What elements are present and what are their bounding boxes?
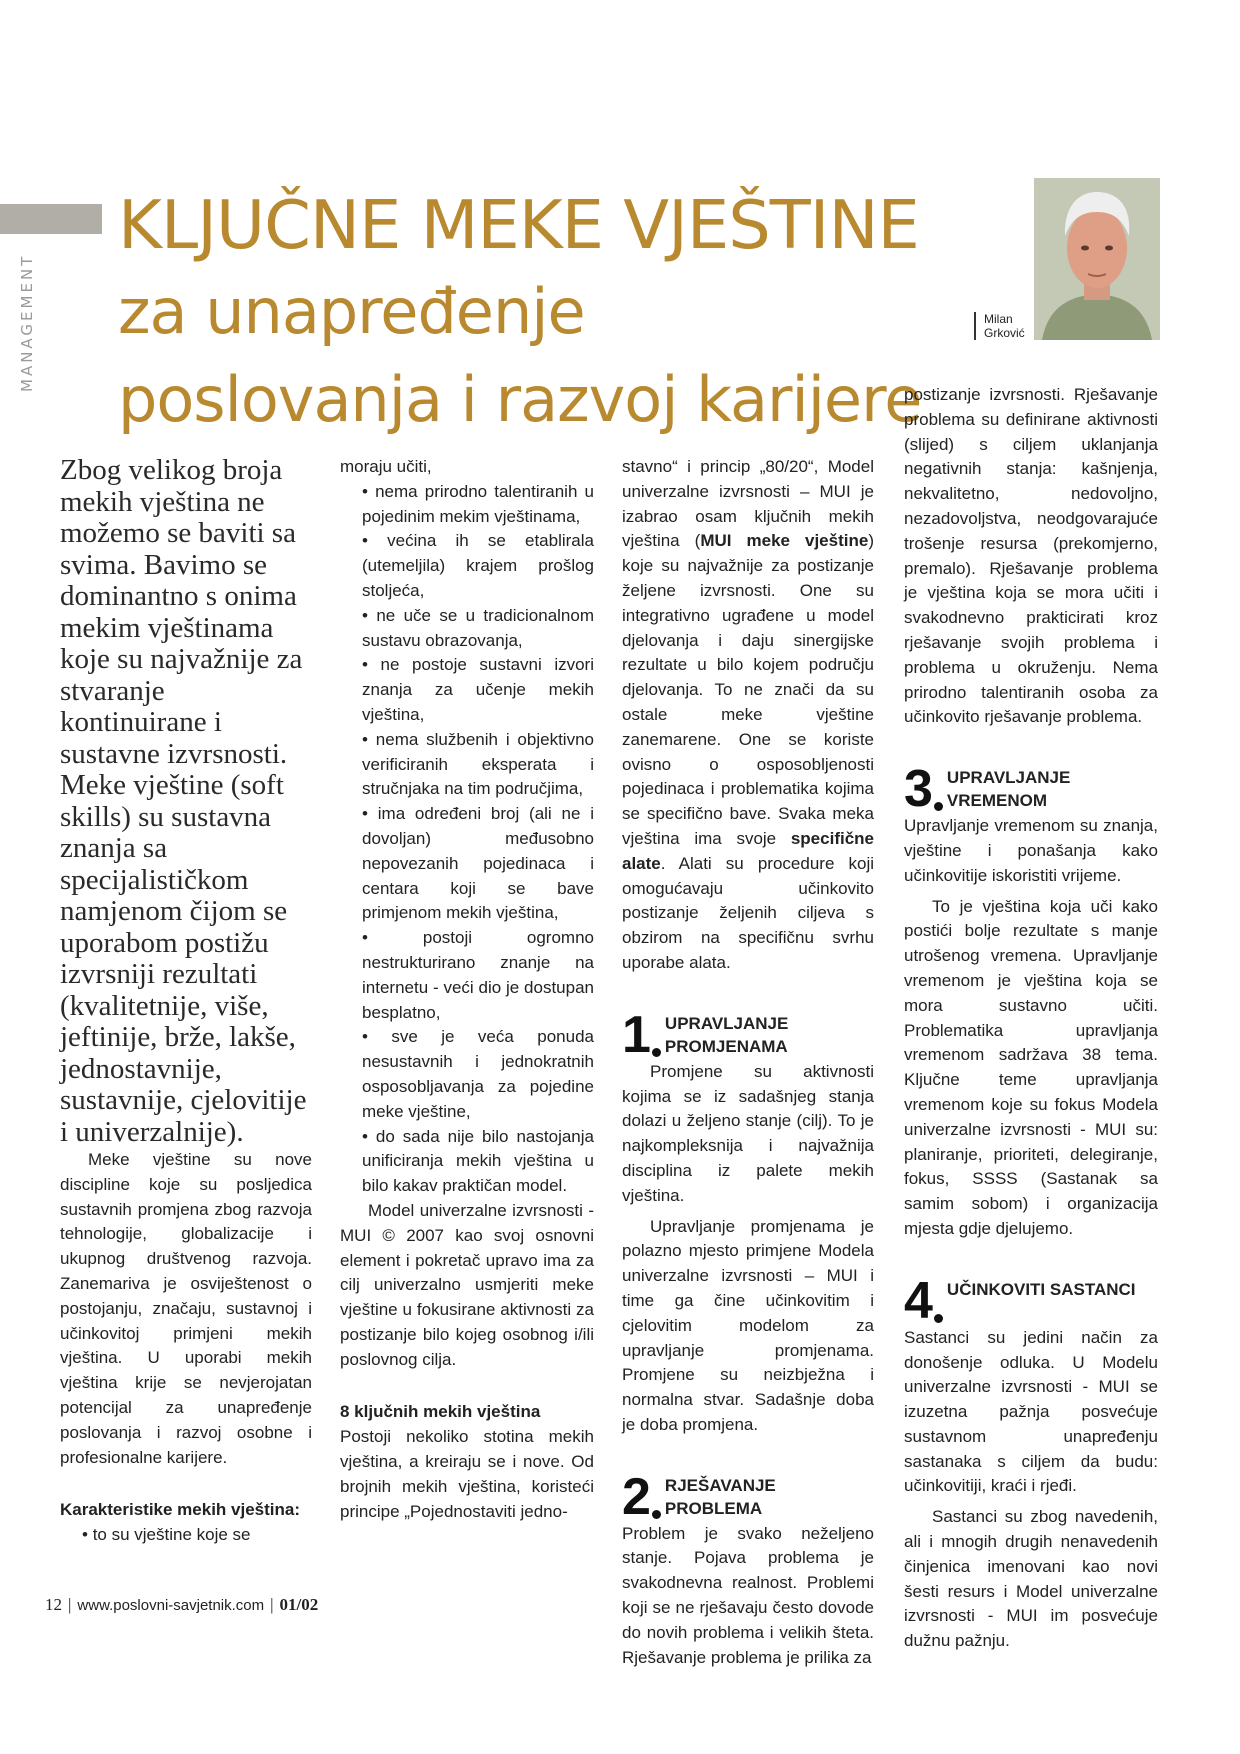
section-title: UPRAVLJANJE	[946, 768, 1071, 788]
bullet-dot-icon	[652, 1510, 661, 1519]
bullet-dot-icon	[934, 802, 943, 811]
author-byline	[974, 312, 1025, 340]
section-title: UPRAVLJANJE	[664, 1013, 789, 1033]
section-heading-1	[622, 1005, 874, 1064]
bullet-item: • ne uče se u tradicionalnom sustavu obrazovanja,	[340, 604, 594, 654]
section-number: 3	[904, 760, 933, 819]
bullet-dot-icon	[652, 1048, 661, 1057]
column-1	[60, 455, 312, 1548]
column-2	[340, 455, 594, 1524]
bullet-item: • nema službenih i objektivno verificiranih eksperata i stručnjaka na tim područjima,	[340, 728, 594, 802]
website-link[interactable]: www.poslovni-savjetnik.com	[77, 1597, 265, 1614]
section-heading-2	[622, 1467, 874, 1526]
section-title: UČINKOVITI SASTANCI	[946, 1279, 1136, 1299]
page-number: 12	[45, 1595, 62, 1614]
section-title: VREMENOM	[946, 791, 1048, 811]
subheading: 8 ključnih mekih vještina	[340, 1402, 541, 1422]
section-heading-4	[904, 1271, 1158, 1330]
title-line-2: za unapređenje	[118, 275, 585, 348]
author-last-name: Grković	[984, 326, 1025, 340]
section-number: 2	[622, 1467, 651, 1526]
section-color-bar	[0, 204, 102, 234]
issue-number: 01/02	[279, 1595, 319, 1614]
author-photo	[1034, 178, 1160, 340]
column-3	[622, 455, 874, 1670]
column-4	[904, 383, 1158, 1654]
paragraph: postizanje izvrsnosti. Rješavanje problema su definirane aktivnosti (slijed) s ciljem uklanjanja negativnih stanja: kašnjenja, nekvalitetno, nedovoljno, nezadovoljstva, neodgovarajuće trošenje resursa (prekomjerno, premalo). Rješavanje problema je vještina koja se mora učiti i svakodnevno prakticirati kroz rješavanje svojih problema i problema u okruženju. Nema prirodno talentiranih osoba za učinkovito rješavanje problema.	[904, 385, 1158, 727]
paragraph: Upravljanje promjenama je polazno mjesto primjene Modela univerzalne izvrsnosti – MUI i time ga čine učinkovitim i cjelovitim modelom za upravljanje promjenama. Promjene su neizbježna i normalna stvar. Sadašnje doba je doba promjena.	[622, 1216, 874, 1434]
bullet-item: • većina ih se etablirala (utemeljila) krajem prošlog stoljeća,	[340, 529, 594, 603]
paragraph: Promjene su aktivnosti kojima se iz sadašnjeg stanja dolazi u željeno stanje (cilj). To je najkompleksnija i najvažnija disciplina iz palete mekih vještina.	[622, 1061, 874, 1205]
page-footer	[45, 1595, 318, 1615]
section-title: PROBLEMA	[664, 1498, 763, 1518]
bullet-item: • nema prirodno talentiranih u pojedinim mekim vještinama,	[340, 480, 594, 530]
paragraph: stavno“ i princip „80/20“, Model univerzalne izvrsnosti – MUI je izabrao osam ključnih mekih vještina (MUI meke vještine) koje su najvažnije za postizanje željene izvrsnosti. One su integrativno ugrađene u model djelovanja i daju sinergijske rezultate u bilo kojem području djelovanja. To ne znači da su ostale meke vještine zanemarene. One se koriste ovisno o osposobljenosti pojedinaca i problematika kojima se specifično bave. Svaka meka vještina ima svoje specifične alate. Alati su procedure koji omogućavaju učinkovito postizanje željenih ciljeva s obzirom na specifičnu svrhu uporabe alata.	[622, 457, 874, 972]
paragraph: To je vještina koja uči kako postići bolje rezultate s manje utrošenog vremena. Upravljanje vremenom je vještina koja se mora sustavno učiti. Problematika upravljanja vremenom sadržava 38 tema. Ključne teme upravljanja vremenom koje su fokus Modela univerzalne izvrsnosti - MUI su: planiranje, prioriteti, delegiranje, fokus, SSSS (Sastanak sa samim sobom) i organizacija mjesta gdje djelujemo.	[904, 896, 1158, 1238]
paragraph: Meke vještine su nove discipline koje su posljedica sustavnih promjena zbog razvoja tehnologije, globalizacije i ukupnog društvenog razvoja. Zanemariva je osviještenost o postojanju, značaju, sustavnoj i učinkovitoj primjeni mekih vještina. U uporabi mekih vještina krije se nevjerojatan potencijal za unapređenje poslovanja i razvoj osobne i profesionalne karijere.	[60, 1150, 312, 1467]
footer-separator: |	[270, 1595, 274, 1614]
bullet-dot-icon	[934, 1314, 943, 1323]
author-portrait-image	[1034, 178, 1160, 340]
section-heading-3	[904, 760, 1158, 819]
footer-separator: |	[68, 1595, 72, 1614]
paragraph: moraju učiti,	[340, 457, 432, 476]
title-line-3: poslovanja i razvoj karijere	[118, 363, 922, 436]
title-line-1: KLJUČNE MEKE VJEŠTINE	[118, 186, 919, 264]
bullet-item: • ne postoje sustavni izvori znanja za učenje mekih vještina,	[340, 653, 594, 727]
subheading: Karakteristike mekih vještina:	[60, 1500, 301, 1520]
bullet-item: • to su vještine koje se	[60, 1523, 312, 1548]
bullet-item: • postoji ogromno nestrukturirano znanje na internetu - veći dio je dostupan besplatno,	[340, 926, 594, 1025]
paragraph: Model univerzalne izvrsnosti - MUI © 2007 kao svoj osnovni element i pokretač upravo ima za cilj univerzalno usmjeriti meke vještine u fokusirane aktivnosti za postizanje bilo kojeg osobnog i/ili poslovnog cilja.	[340, 1200, 594, 1369]
section-number: 4	[904, 1271, 933, 1330]
section-title: RJEŠAVANJE	[664, 1475, 776, 1495]
paragraph: Problem je svako neželjeno stanje. Pojava problema je svakodnevna realnost. Problemi koji se ne rješavaju često dovode do novih problema i velikih šteta. Rješavanje problema je prilika za	[622, 1523, 874, 1667]
lead-paragraph: Zbog velikog broja mekih vještina ne možemo se baviti sa svima. Bavimo se dominantno s onima mekim vještinama koje su najvažnije za stvaranje kontinuirane i sustavne izvrsnosti. Meke vještine (soft skills) su sustavna znanja sa specijalističkom namjenom čijom se uporabom postižu izvrsniji rezultati (kvalitetnije, više, jeftinije, brže, lakše, jednostavnije, sustavnije, cjelovitije i univerzalnije).	[60, 454, 307, 1148]
article-title	[118, 182, 921, 444]
section-number: 1	[622, 1005, 651, 1064]
paragraph: Postoji nekoliko stotina mekih vještina, a kreiraju se i nove. Od brojnih mekih vještina, koristeći principe „Pojednostaviti jedno-	[340, 1427, 594, 1521]
paragraph: Sastanci su jedini način za donošenje odluka. U Modelu univerzalne izvrsnosti - MUI se izuzetna pažnja posvećuje sustavnom unapređenju sastanaka s ciljem da budu: učinkovitiji, kraći i rjeđi.	[904, 1327, 1158, 1496]
paragraph: Upravljanje vremenom su znanja, vještine i ponašanja kako učinkovitije iskoristiti vrijeme.	[904, 816, 1158, 885]
bullet-item: • do sada nije bilo nastojanja unificiranja mekih vještina u bilo kakav praktičan model.	[340, 1125, 594, 1199]
author-first-name: Milan	[984, 312, 1013, 326]
section-title: PROMJENAMA	[664, 1036, 788, 1056]
bullet-item: • sve je veća ponuda nesustavnih i jednokratnih osposobljavanja za pojedine meke vještine,	[340, 1025, 594, 1124]
paragraph: Sastanci su zbog navedenih, ali i mnogih drugih nenavedenih činjenica imenovani kao novi šesti resurs i Model univerzalne izvrsnosti - MUI im posvećuje dužnu pažnju.	[904, 1507, 1158, 1651]
section-label: MANAGEMENT	[18, 253, 36, 392]
bullet-item: • ima određeni broj (ali ne i dovoljan) međusobno nepovezanih pojedinaca i centara koji se bave primjenom mekih vještina,	[340, 802, 594, 926]
